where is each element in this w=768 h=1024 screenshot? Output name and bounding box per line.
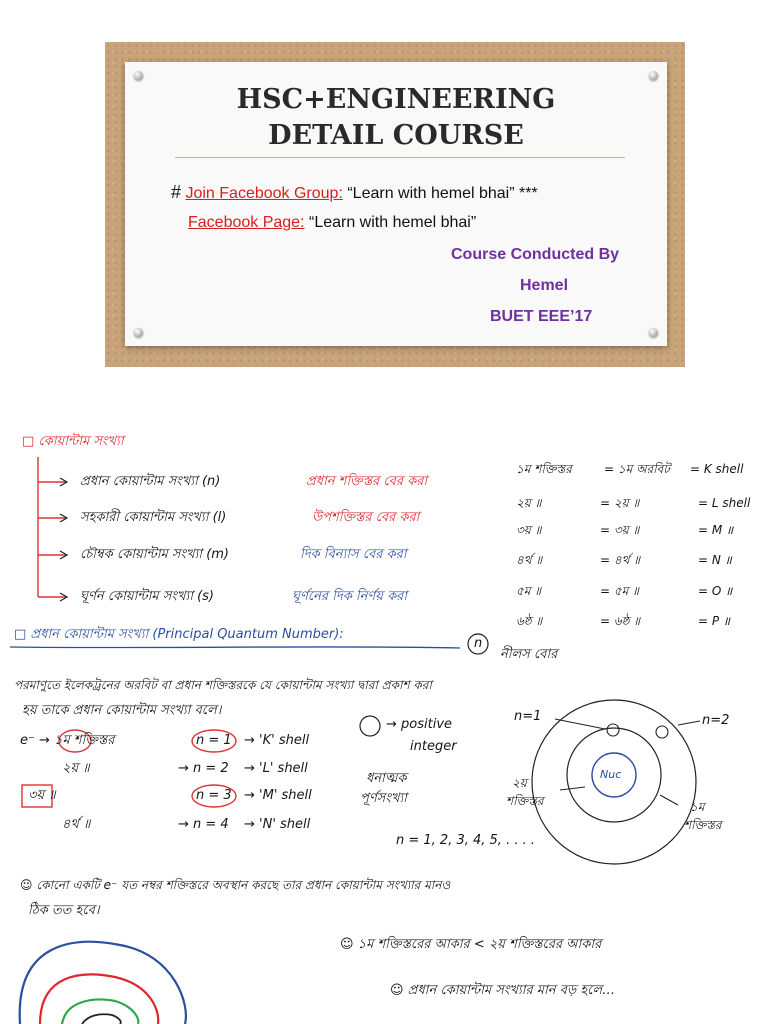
facebook-group-label[interactable]: Join Facebook Group: [185, 185, 343, 202]
shell-row-mid: = ৫ম ॥ [600, 584, 639, 598]
shell-row-right: = P ॥ [698, 614, 731, 628]
pushpin-icon [134, 71, 143, 80]
facebook-group-name: “Learn with hemel bhai” [347, 185, 515, 202]
quantum-row-name: ঘূর্ণন কোয়ান্টাম সংখ্যা (s) [80, 589, 215, 604]
n-integer: integer [410, 739, 457, 754]
pushpin-icon [649, 328, 658, 337]
banner-title-line2: DETAIL COURSE [268, 120, 524, 151]
electron-shell: → 'M' shell [244, 788, 312, 803]
note-line: ☺ কোনো একটি e⁻ যত নম্বর শক্তিস্তরে অবস্থান করছে তার প্রধান কোয়ান্টাম সংখ্যার মানও [20, 878, 451, 892]
banner-title-line1: HSC+ENGINEERING [236, 84, 556, 115]
electron-shell: → 'L' shell [244, 761, 308, 776]
electron-level: ৪র্থ ॥ [62, 817, 91, 832]
course-author: Hemel [520, 277, 569, 294]
atom-first-shell-label: ১ম [690, 800, 705, 814]
course-affiliation: BUET EEE’17 [490, 308, 593, 325]
quantum-row-name: প্রধান কোয়ান্টাম সংখ্যা (n) [80, 474, 221, 489]
heading-principal-quantum-number: □ প্রধান কোয়ান্টাম সংখ্যা (Principal Quantum Number): [14, 627, 344, 642]
facebook-page-line [188, 214, 476, 232]
quantum-row-name: সহকারী কোয়ান্টাম সংখ্যা (l) [80, 510, 227, 525]
pushpin-icon [134, 328, 143, 337]
electron-shell: → 'N' shell [244, 817, 311, 832]
atom-second-shell-label: ২য় [512, 776, 527, 790]
electron-level: e⁻ → ১ম শক্তিস্তর [20, 733, 115, 748]
electron-n-value: → n = 4 [178, 817, 229, 832]
quantum-row-name: চৌম্বক কোয়ান্টাম সংখ্যা (m) [80, 547, 230, 562]
group-stars: *** [519, 185, 538, 202]
facebook-group-line [171, 182, 538, 203]
definition-line: পরমাণুতে ইলেকট্রনের অরবিট বা প্রধান শক্তিস্তরকে যে কোয়ান্টাম সংখ্যা দ্বারা প্রকাশ করা [14, 678, 432, 692]
shell-row-right: = M ॥ [698, 523, 734, 537]
shell-row-mid: = ৩য় ॥ [600, 523, 640, 537]
electron-level: ২য় ॥ [62, 761, 90, 776]
electron-level: ৩য় ॥ [28, 788, 56, 803]
quantum-row-meaning: দিক বিন্যাস বের করা [300, 547, 407, 562]
quantum-row-meaning: উপশক্তিস্তর বের করা [312, 510, 420, 525]
electron-n-value: n = 3 [196, 788, 232, 803]
shell-row-mid: = ৬ষ্ঠ ॥ [600, 614, 641, 628]
shell-row-mid: = ২য় ॥ [600, 496, 640, 510]
banner-card [125, 62, 667, 346]
definition-line: হয় তাকে প্রধান কোয়ান্টাম সংখ্যা বলে। [22, 703, 222, 718]
n-bengali-positive: ধনাত্মক [366, 771, 407, 786]
n-values: n = 1, 2, 3, 4, 5, . . . . [396, 833, 536, 848]
atom-first-shell-label: শক্তিস্তর [684, 818, 722, 832]
n-positive: → positive [386, 717, 453, 732]
shell-row-right: = O ॥ [698, 584, 733, 598]
facebook-page-label[interactable]: Facebook Page: [188, 214, 305, 231]
principal-alias: নীলস বোর [500, 647, 558, 662]
note-line: ঠিক তত হবে। [28, 903, 100, 918]
course-banner [105, 42, 685, 367]
shell-row-left: ৪র্থ ॥ [516, 553, 543, 567]
atom-second-shell-label: শক্তিস্তর [506, 794, 544, 808]
shell-row-left: ৩য় ॥ [516, 523, 542, 537]
shell-row-left: ৬ষ্ঠ ॥ [516, 614, 543, 628]
shell-row-right: = N ॥ [698, 553, 732, 567]
quantum-row-meaning: প্রধান শক্তিস্তর বের করা [306, 474, 428, 489]
note-line: ☺ ১ম শক্তিস্তরের আকার < ২য় শক্তিস্তরের আকার [340, 937, 602, 952]
shell-row-mid: = ৪র্থ ॥ [600, 553, 641, 567]
group-bullet: # [171, 182, 182, 202]
note-line: ☺ প্রধান কোয়ান্টাম সংখ্যার মান বড় হলে… [390, 983, 616, 998]
shell-row-left: ৫ম ॥ [516, 584, 542, 598]
electron-n-value: → n = 2 [178, 761, 229, 776]
facebook-page-name: “Learn with hemel bhai” [308, 214, 477, 231]
quantum-row-meaning: ঘূর্ণনের দিক নির্ণয় করা [292, 589, 408, 604]
shell-row-mid: = ১ম অরবিট [604, 462, 670, 476]
handwritten-notes [0, 425, 768, 1024]
atom-nucleus-label: Nuc [600, 768, 622, 781]
shell-row-left: ২য় ॥ [516, 496, 542, 510]
n-bengali-integer: পূর্ণসংখ্যা [360, 791, 407, 806]
shell-row-right: = K shell [690, 462, 744, 476]
course-conducted-by: Course Conducted By [451, 246, 620, 263]
heading-quantum-numbers: □ কোয়ান্টাম সংখ্যা [22, 434, 124, 449]
electron-n-value: n = 1 [196, 733, 232, 748]
atom-label-n1: n=1 [514, 709, 542, 724]
shell-row-right: = L shell [698, 496, 751, 510]
banner-divider [175, 157, 625, 158]
principal-symbol: n [474, 636, 483, 651]
shell-row-left: ১ম শক্তিস্তর [516, 462, 572, 476]
pushpin-icon [649, 71, 658, 80]
electron-shell: → 'K' shell [244, 733, 310, 748]
atom-label-n2: n=2 [702, 713, 730, 728]
